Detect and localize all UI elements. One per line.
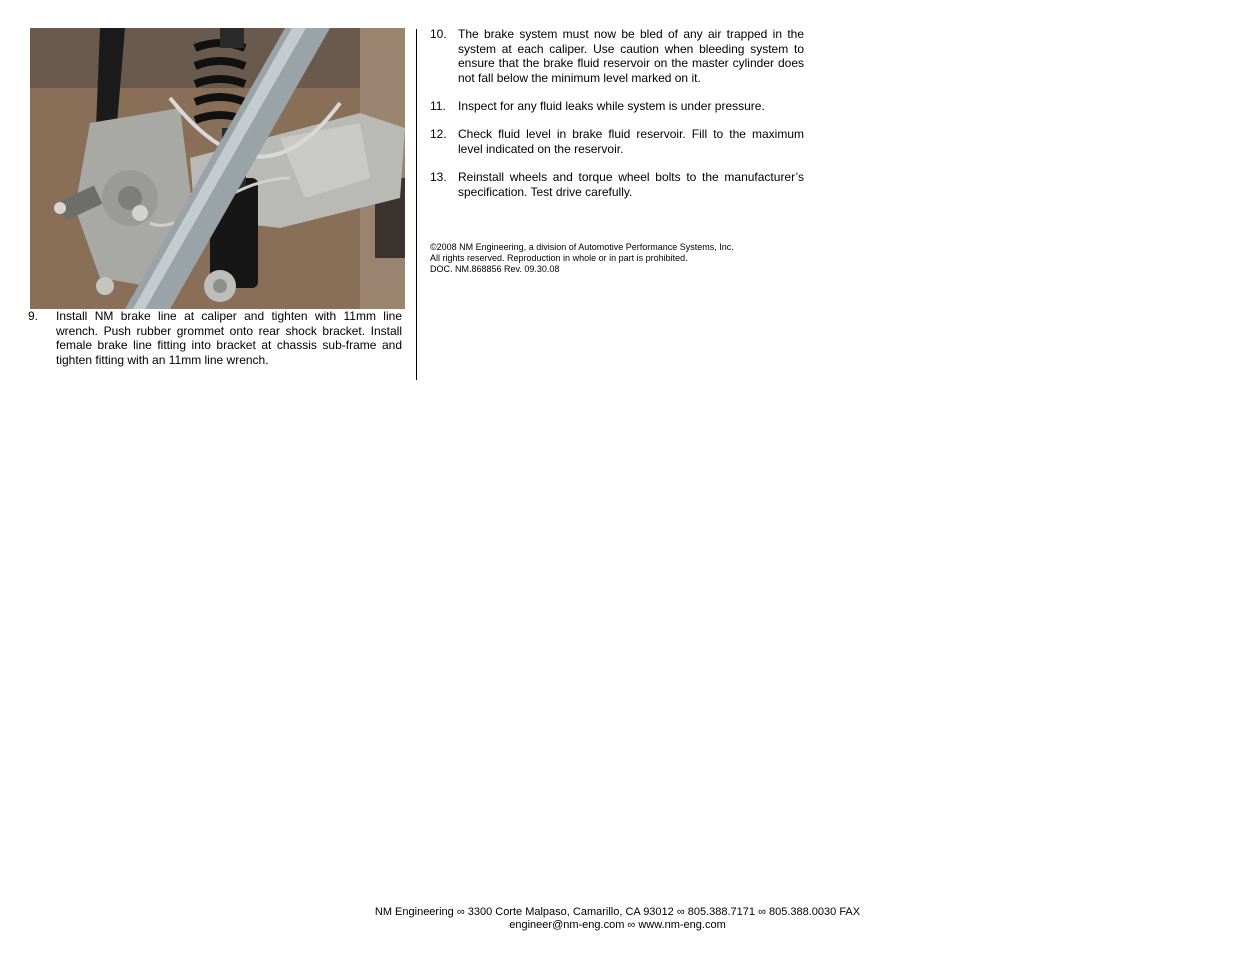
step-number: 13. bbox=[430, 170, 447, 184]
step-number: 9. bbox=[28, 309, 39, 323]
step-text: Inspect for any fluid leaks while system is under pressure. bbox=[458, 99, 765, 113]
footer-address: NM Engineering ∞ 3300 Corte Malpaso, Camarillo, CA 93012 ∞ 805.388.7171 ∞ 805.388.0030 FAX bbox=[374, 906, 861, 918]
step-text: The brake system must now be bled of any air trapped in the system at each caliper. Use caution when bleeding system to ensure that the brake fluid reservoir on the master cylinder does not fall below the minimum level marked on it. bbox=[458, 27, 804, 85]
brake-assembly-photo bbox=[30, 28, 405, 309]
step-text: Reinstall wheels and torque wheel bolts to the manufacturer’s specification. Test drive carefully. bbox=[458, 170, 804, 199]
step-number: 10. bbox=[430, 27, 447, 41]
copyright-notice bbox=[430, 242, 734, 275]
column-divider bbox=[416, 29, 417, 380]
step-number: 12. bbox=[430, 127, 447, 141]
step-text: Check fluid level in brake fluid reservoir. Fill to the maximum level indicated on the reservoir. bbox=[458, 127, 804, 156]
footer-contact: engineer@nm-eng.com ∞ www.nm-eng.com bbox=[509, 919, 726, 931]
page-footer bbox=[0, 906, 1235, 932]
copyright-line: ©2008 NM Engineering, a division of Automotive Performance Systems, Inc. bbox=[430, 242, 734, 252]
rights-line: All rights reserved. Reproduction in whole or in part is prohibited. bbox=[430, 253, 688, 263]
step-number: 11. bbox=[430, 99, 446, 113]
doc-number-line: DOC. NM.868856 Rev. 09.30.08 bbox=[430, 264, 560, 274]
step-text: Install NM brake line at caliper and tighten with 11mm line wrench. Push rubber grommet onto rear shock bracket. Install female brake line fitting into bracket at chassis sub-frame and tighten fitting with an 11mm line wrench. bbox=[56, 309, 402, 367]
